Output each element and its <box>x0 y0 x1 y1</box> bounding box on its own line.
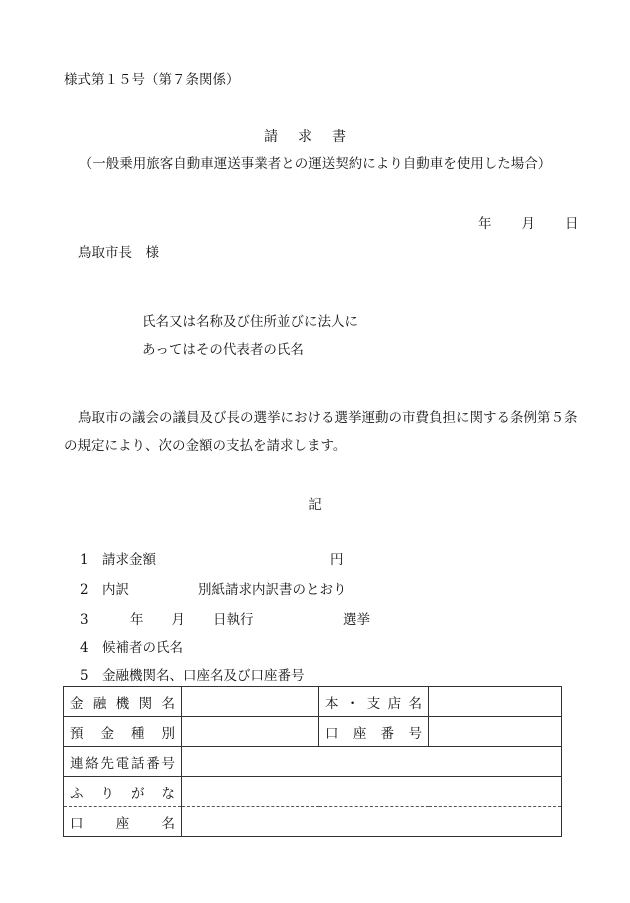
election-label: 選挙 <box>343 612 370 628</box>
date-day: 日 <box>565 216 579 232</box>
contact-phone-field[interactable] <box>182 747 562 777</box>
table-row <box>64 807 562 837</box>
item-label: 金融機関名、口座名及び口座番号 <box>102 668 305 684</box>
bank-info-table <box>63 686 562 837</box>
account-number-label: 口座番号 <box>319 717 429 747</box>
table-row <box>64 717 562 747</box>
date-year: 年 <box>478 216 492 232</box>
item-election-date <box>80 608 254 628</box>
table-row <box>64 777 562 807</box>
item-label: 候補者の氏名 <box>102 640 183 656</box>
item-number: 1 <box>80 552 89 568</box>
item-claim-amount <box>80 548 156 568</box>
date-month: 月 <box>521 216 535 232</box>
body-text-line2: の規定により、次の金額の支払を請求します。 <box>64 438 347 454</box>
item-number: 5 <box>80 668 89 684</box>
contact-phone-label: 連絡先電話番号 <box>64 747 182 777</box>
document-title: 請求書 <box>264 129 366 145</box>
item-label: 内訳 <box>102 582 129 598</box>
item-candidate-name <box>80 636 183 656</box>
deposit-type-field[interactable] <box>182 717 319 747</box>
branch-name-label: 本・支店名 <box>319 687 429 717</box>
table-row <box>64 687 562 717</box>
item-bank-info <box>80 664 305 684</box>
election-day: 日執行 <box>213 612 254 628</box>
bank-name-label: 金融機関名 <box>64 687 182 717</box>
election-month: 月 <box>171 612 185 628</box>
item-number: 2 <box>80 582 89 598</box>
applicant-label-line2: あってはその代表者の氏名 <box>142 342 304 358</box>
bank-name-field[interactable] <box>182 687 319 717</box>
body-text-line1: 鳥取市の議会の議員及び長の選挙における選挙運動の市費負担に関する条例第５条 <box>78 410 578 426</box>
claim-amount-unit: 円 <box>330 552 344 568</box>
deposit-type-label: 預金種別 <box>64 717 182 747</box>
item-breakdown <box>80 578 129 598</box>
account-number-field[interactable] <box>429 717 562 747</box>
form-number: 様式第１５号（第７条関係） <box>64 72 240 88</box>
breakdown-value: 別紙請求内訳書のとおり <box>198 582 347 598</box>
account-name-field[interactable] <box>182 807 562 837</box>
ki-heading: 記 <box>308 497 322 513</box>
date-line <box>478 212 579 232</box>
furigana-label: ふりがな <box>64 777 182 807</box>
item-number: 3 <box>80 612 89 628</box>
addressee: 鳥取市長 様 <box>78 245 159 261</box>
applicant-label-line1: 氏名又は名称及び住所並びに法人に <box>142 314 358 330</box>
branch-name-field[interactable] <box>429 687 562 717</box>
account-name-label: 口座名 <box>64 807 182 837</box>
table-row <box>64 747 562 777</box>
election-year: 年 <box>130 612 144 628</box>
document-subtitle: （一般乗用旅客自動車運送事業者との運送契約により自動車を使用した場合） <box>78 156 552 172</box>
item-number: 4 <box>80 640 89 656</box>
furigana-field[interactable] <box>182 777 562 807</box>
item-label: 請求金額 <box>102 552 156 568</box>
